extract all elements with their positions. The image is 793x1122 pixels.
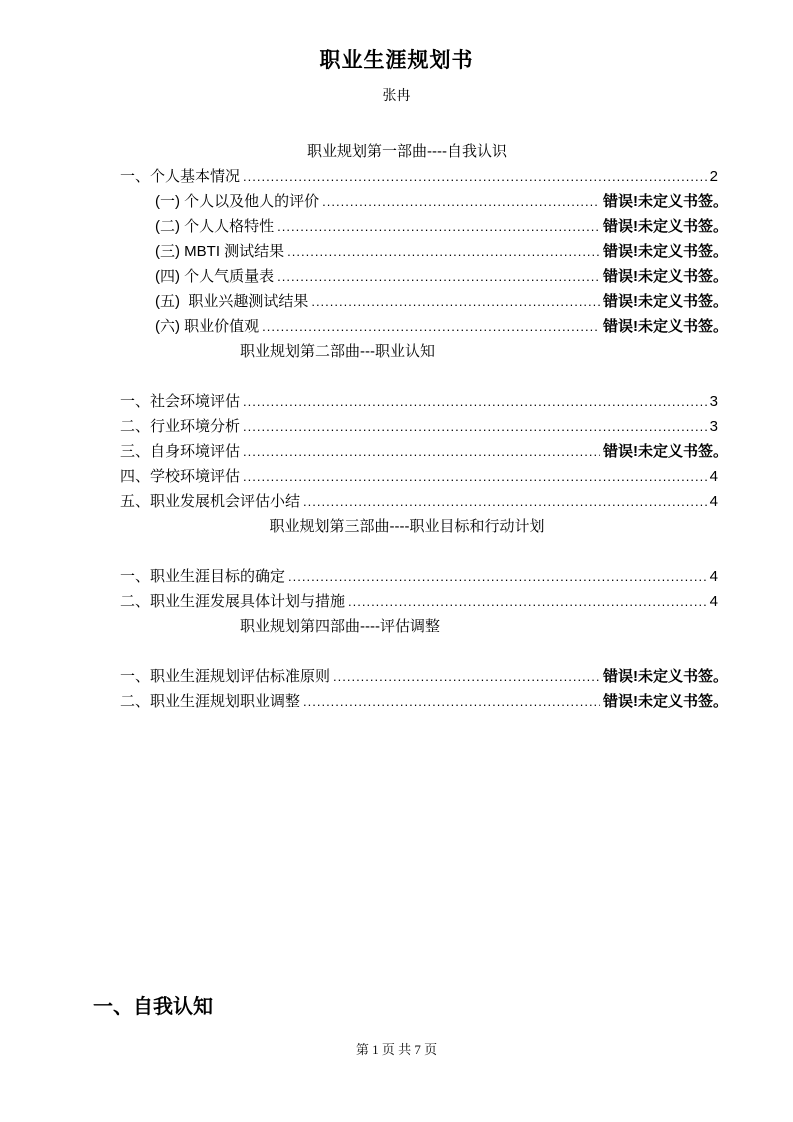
- toc-entry: [0, 289, 793, 314]
- toc-entry: [0, 314, 793, 339]
- toc-page-number: 2: [709, 168, 718, 185]
- toc-dotted-leader: [262, 314, 600, 339]
- toc-spacer: [0, 639, 793, 664]
- toc-entry: [0, 414, 793, 439]
- toc-dotted-leader: [322, 189, 600, 214]
- toc-entry-label: 二、职业生涯规划职业调整: [120, 693, 301, 710]
- toc-entry: [0, 439, 793, 464]
- toc-entry: [0, 214, 793, 239]
- toc-dotted-leader: [243, 414, 707, 439]
- toc-error-bookmark-label: 错误!未定义书签。: [603, 243, 728, 260]
- toc-entry-label: 二、行业环境分析: [120, 418, 241, 435]
- toc-entry: [0, 589, 793, 614]
- toc-dotted-leader: [288, 564, 707, 589]
- toc-dotted-leader: [333, 664, 600, 689]
- toc-error-bookmark-label: 错误!未定义书签。: [603, 693, 728, 710]
- toc-dotted-leader: [243, 164, 707, 189]
- toc-dotted-leader: [303, 689, 600, 714]
- toc-entry: [0, 389, 793, 414]
- toc-dotted-leader: [287, 239, 600, 264]
- toc-page-number: 3: [709, 393, 718, 410]
- toc-entry-label: (四) 个人气质量表: [155, 268, 275, 285]
- toc-page-number: 4: [709, 468, 718, 485]
- toc-entry-label: (三) MBTI 测试结果: [155, 243, 285, 260]
- toc-entry-label: (六) 职业价值观: [155, 318, 260, 335]
- document-title: 职业生涯规划书: [319, 49, 474, 72]
- toc-section-header: 职业规划第一部曲----自我认识: [307, 143, 507, 160]
- document-author: 张冉: [382, 87, 411, 103]
- toc-entry-label: (一) 个人以及他人的评价: [155, 193, 320, 210]
- toc-error-bookmark-label: 错误!未定义书签。: [603, 218, 728, 235]
- toc-entry-label: 一、职业生涯规划评估标准原则: [120, 668, 331, 685]
- toc-entry-label: (二) 个人人格特性: [155, 218, 275, 235]
- toc-error-bookmark-label: 错误!未定义书签。: [603, 268, 728, 285]
- page-number-footer: 第 1 页 共 7 页: [355, 1042, 438, 1057]
- toc-entry-label: 一、个人基本情况: [120, 168, 241, 185]
- toc-section-header: 职业规划第三部曲----职业目标和行动计划: [269, 518, 545, 535]
- toc-dotted-leader: [311, 289, 600, 314]
- toc-page-number: 3: [709, 418, 718, 435]
- toc-page-number: 4: [709, 593, 718, 610]
- toc-entry: [0, 564, 793, 589]
- toc-error-bookmark-label: 错误!未定义书签。: [603, 668, 728, 685]
- toc-entry: [0, 189, 793, 214]
- toc-dotted-leader: [277, 214, 600, 239]
- toc-dotted-leader: [243, 464, 707, 489]
- toc-dotted-leader: [243, 439, 600, 464]
- section-heading-self-cognition: 一、自我认知: [93, 996, 213, 1018]
- toc-entry: [0, 239, 793, 264]
- toc-entry: [0, 664, 793, 689]
- toc-error-bookmark-label: 错误!未定义书签。: [603, 193, 728, 210]
- toc-entry: [0, 689, 793, 714]
- toc-dotted-leader: [348, 589, 707, 614]
- toc-dotted-leader: [277, 264, 600, 289]
- toc-entry-label: 一、职业生涯目标的确定: [120, 568, 286, 585]
- toc-error-bookmark-label: 错误!未定义书签。: [603, 443, 728, 460]
- toc-entry: [0, 464, 793, 489]
- toc-error-bookmark-label: 错误!未定义书签。: [603, 318, 728, 335]
- toc-entry-label: 二、职业生涯发展具体计划与措施: [120, 593, 346, 610]
- toc-section-header: 职业规划第二部曲---职业认知: [240, 343, 435, 360]
- toc-entry-label: 四、学校环境评估: [120, 468, 241, 485]
- toc-spacer: [0, 539, 793, 564]
- toc-entry: [0, 164, 793, 189]
- toc-section-header: 职业规划第四部曲----评估调整: [240, 618, 440, 635]
- toc-error-bookmark-label: 错误!未定义书签。: [603, 293, 728, 310]
- toc-entry-label: 一、社会环境评估: [120, 393, 241, 410]
- toc-spacer: [0, 364, 793, 389]
- toc-dotted-leader: [303, 489, 707, 514]
- toc-page-number: 4: [709, 568, 718, 585]
- toc-entry-label: (五) 职业兴趣测试结果: [155, 293, 309, 310]
- table-of-contents: [0, 139, 793, 714]
- toc-dotted-leader: [243, 389, 707, 414]
- toc-entry: [0, 264, 793, 289]
- toc-entry-label: 五、职业发展机会评估小结: [120, 493, 301, 510]
- toc-entry-label: 三、自身环境评估: [120, 443, 241, 460]
- toc-page-number: 4: [709, 493, 718, 510]
- toc-entry: [0, 489, 793, 514]
